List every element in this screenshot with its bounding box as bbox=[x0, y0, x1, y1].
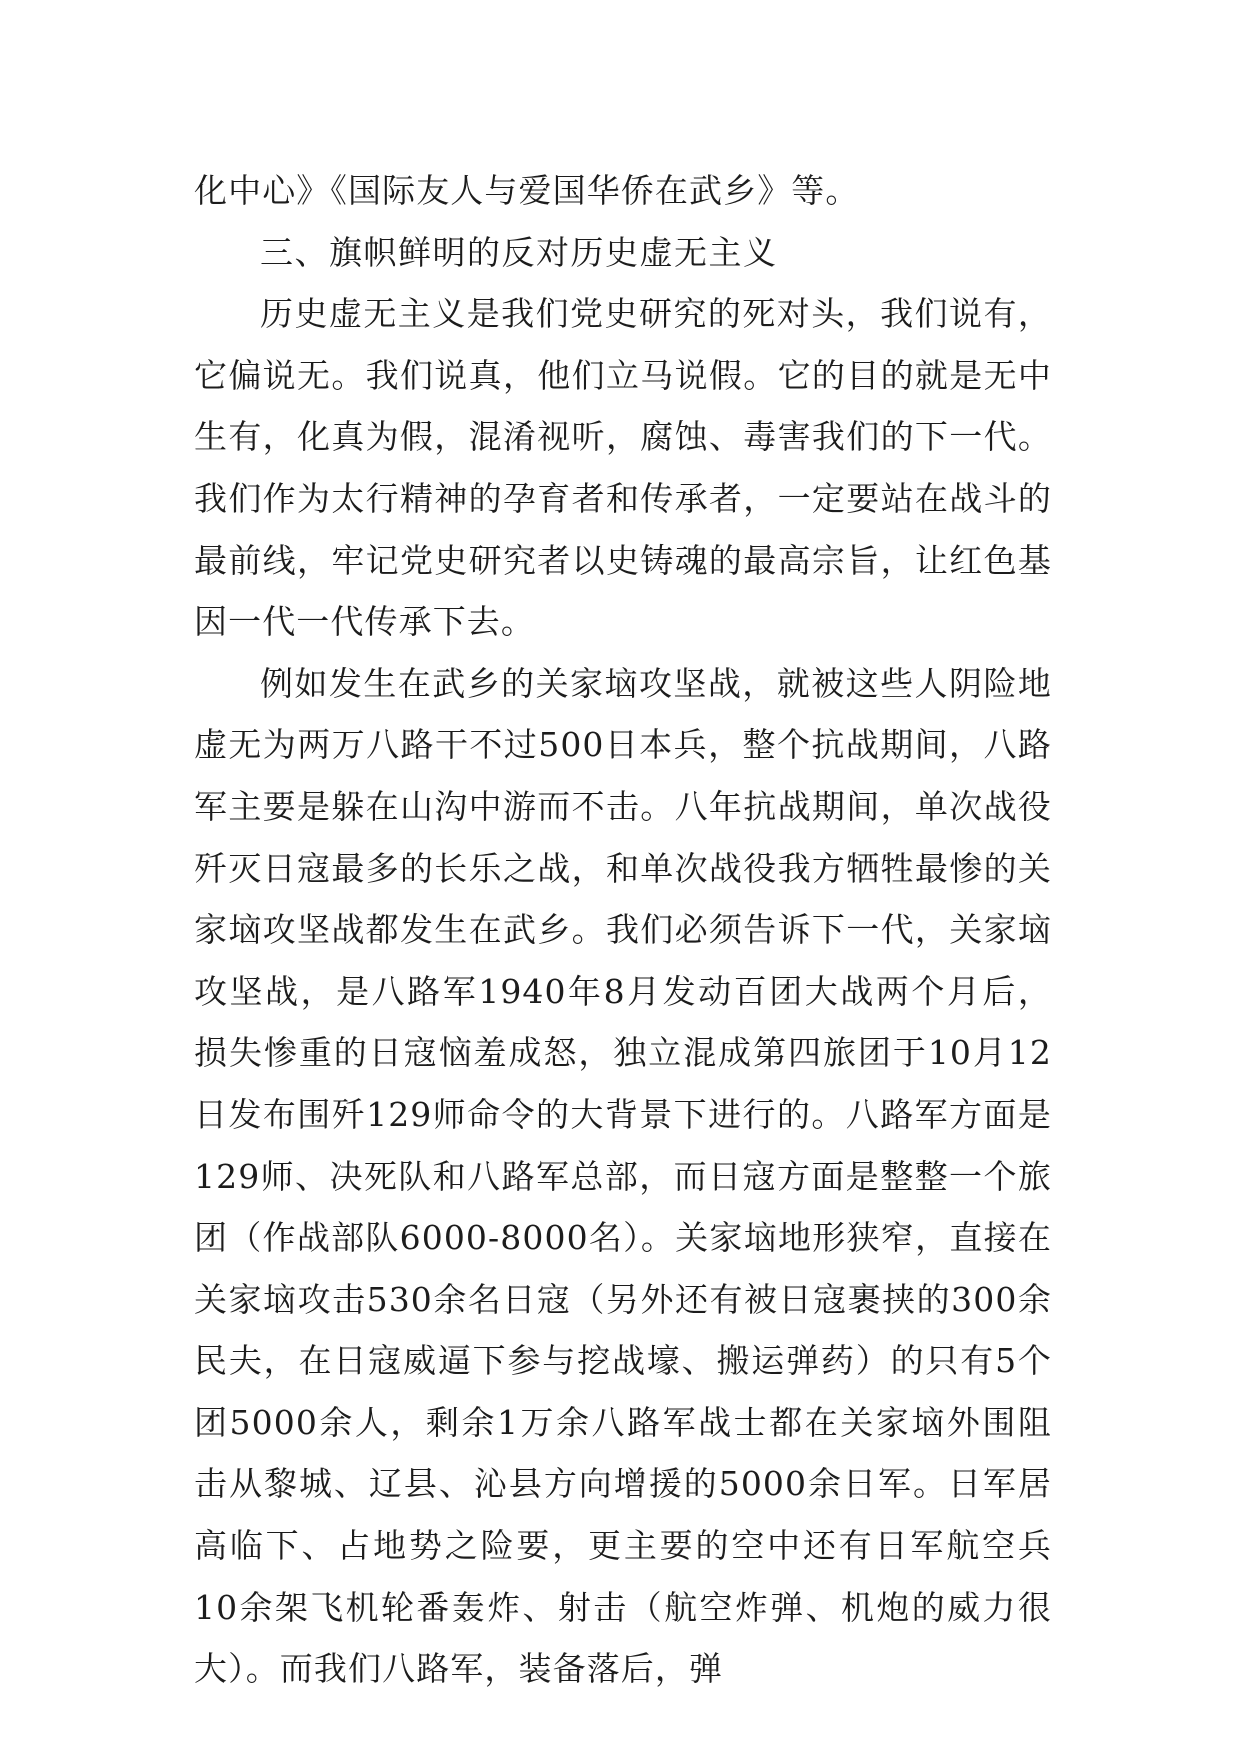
paragraph-guanjianao-battle: 例如发生在武乡的关家垴攻坚战，就被这些人阴险地虚无为两万八路干不过500日本兵，整个抗战期间，八路军主要是躲在山沟中游而不击。八年抗战期间，单次战役歼灭日寇最多的长乐之战，和单次战役我方牺牲最惨的关家垴攻坚战都发生在武乡。我们必须告诉下一代，关家垴攻坚战，是八路军1940年8月发动百团大战两个月后，损失惨重的日寇恼羞成怒，独立混成第四旅团于10月12日发布围歼129师命令的大背景下进行的。八路军方面是129师、决死队和八路军总部，而日寇方面是整整一个旅团（作战部队6000-8000名）。关家垴地形狭窄，直接在关家垴攻击530余名日寇（另外还有被日寇裹挟的300余民夫，在日寇威逼下参与挖战壕、搬运弹药）的只有5个团5000余人，剩余1万余八路军战士都在关家垴外围阻击从黎城、辽县、沁县方向增援的5000余日军。日军居高临下、占地势之险要，更主要的空中还有日军航空兵10余架飞机轮番轰炸、射击（航空炸弹、机炮的威力很大）。而我们八路军，装备落后，弹 bbox=[194, 663, 1052, 1689]
document-body bbox=[194, 160, 1052, 1700]
section-heading: 三、旗帜鲜明的反对历史虚无主义 bbox=[260, 232, 778, 272]
paragraph-history-nihilism: 历史虚无主义是我们党史研究的死对头，我们说有，它偏说无。我们说真，他们立马说假。它的目的就是无中生有，化真为假，混淆视听，腐蚀、毒害我们的下一代。我们作为太行精神的孕育者和传承者，一定要站在战斗的最前线，牢记党史研究者以史铸魂的最高宗旨，让红色基因一代一代传承下去。 bbox=[194, 294, 1052, 642]
paragraph-continuation: 化中心》《国际友人与爱国华侨在武乡》等。 bbox=[194, 171, 860, 210]
